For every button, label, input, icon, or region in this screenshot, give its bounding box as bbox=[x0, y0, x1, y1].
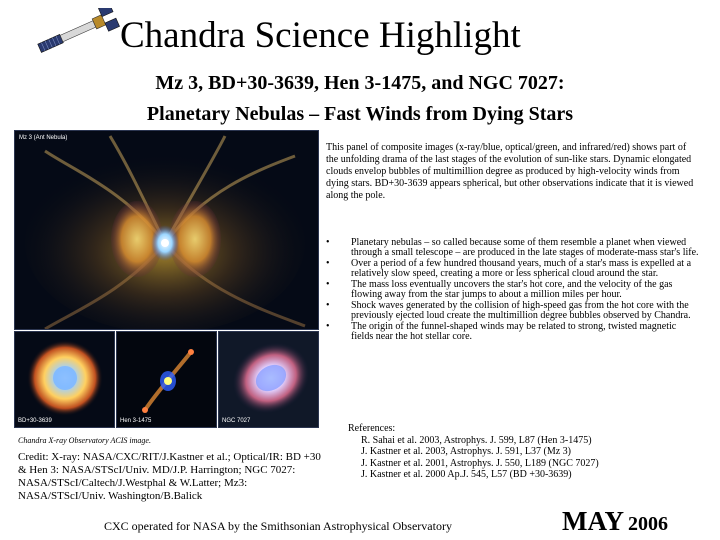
panel-a-label: BD+30-3639 bbox=[18, 418, 52, 424]
reference-item: J. Kastner et al. 2003, Astrophys. J. 591, L37 (Mz 3) bbox=[361, 446, 571, 457]
subtitle-objects: Mz 3, BD+30-3639, Hen 3-1475, and NGC 7027: bbox=[155, 72, 565, 94]
reference-item: J. Kastner et al. 2000 Ap.J. 545, L57 (BD +30-3639) bbox=[361, 469, 572, 480]
page-title: Chandra Science Highlight bbox=[120, 15, 521, 56]
ant-nebula-graphic bbox=[15, 131, 319, 330]
footer-operator: CXC operated for NASA by the Smithsonian Astrophysical Observatory bbox=[104, 519, 452, 533]
subtitle-topic: Planetary Nebulas – Fast Winds from Dying Stars bbox=[146, 103, 574, 125]
bullet-item: • Over a period of a few hundred thousand years, much of a star's mass is expelled at a relatively slow speed, creating a more or less spherical cloud around the star. bbox=[326, 259, 700, 279]
hen3-1475-graphic bbox=[117, 332, 217, 428]
panel-b-label: Hen 3-1475 bbox=[120, 418, 152, 424]
main-image-label: Mz 3 (Ant Nebula) bbox=[19, 135, 68, 141]
image-description: This panel of composite images (x-ray/blue, optical/green, and infrared/red) shows part of the unfolding drama of the last stages of the evolution of sun-like stars. Dynamic elongated clouds envelop bubbles of multimillion degree as produced by high-velocity winds from dying stars. BD+30-3639 appears spherical, but other observations indicate that it is viewed along the pole. bbox=[326, 142, 694, 201]
bullet-item: • Shock waves generated by the collision of high-speed gas from the hot core with the previously ejected loud create the multimillion degree bubbles observed by Chandra. bbox=[326, 301, 700, 321]
ngc7027-graphic bbox=[219, 332, 319, 428]
image-credit: Credit: X-ray: NASA/CXC/RIT/J.Kastner et al.; Optical/IR: BD +30 & Hen 3: NASA/STScI/Univ. MD/J.P. Harrington; NGC 7027: NASA/STScI/Caltech/J.Westphal & W.Latter; Mz3: NASA/STScI/Univ. Washington/B.Balick bbox=[18, 451, 321, 502]
bullet-item: • The origin of the funnel-shaped winds may be related to strong, twisted magnetic fields near the hot stellar core. bbox=[326, 322, 700, 342]
bullet-item: • Planetary nebulas – so called because some of them resemble a planet when viewed through a small telescope – are produced in the late stages of moderate-mass star's life. bbox=[326, 238, 700, 258]
image-caption: Chandra X-ray Observatory ACIS image. bbox=[18, 436, 151, 445]
ngc7027-image bbox=[218, 331, 319, 428]
reference-item: J. Kastner et al. 2001, Astrophys. J. 550, L189 (NGC 7027) bbox=[361, 457, 599, 469]
bd30-3639-image bbox=[14, 331, 115, 428]
panel-c-label: NGC 7027 bbox=[222, 418, 251, 424]
chandra-satellite-icon bbox=[30, 8, 120, 56]
hen3-1475-image bbox=[116, 331, 217, 428]
issue-month: MAY bbox=[562, 506, 625, 536]
ant-nebula-image bbox=[14, 130, 319, 330]
bullet-item: • The mass loss eventually uncovers the star's hot core, and the velocity of the gas flowing away from the star jumps to about a million miles per hour. bbox=[326, 280, 700, 300]
bd30-3639-graphic bbox=[15, 332, 115, 428]
references bbox=[340, 423, 720, 481]
references-heading: References: bbox=[348, 423, 396, 434]
reference-item: R. Sahai et al. 2003, Astrophys. J. 599, L87 (Hen 3-1475) bbox=[361, 434, 592, 446]
issue-year: 2006 bbox=[628, 513, 669, 535]
issue-date bbox=[562, 506, 712, 537]
bullet-list bbox=[326, 238, 700, 343]
